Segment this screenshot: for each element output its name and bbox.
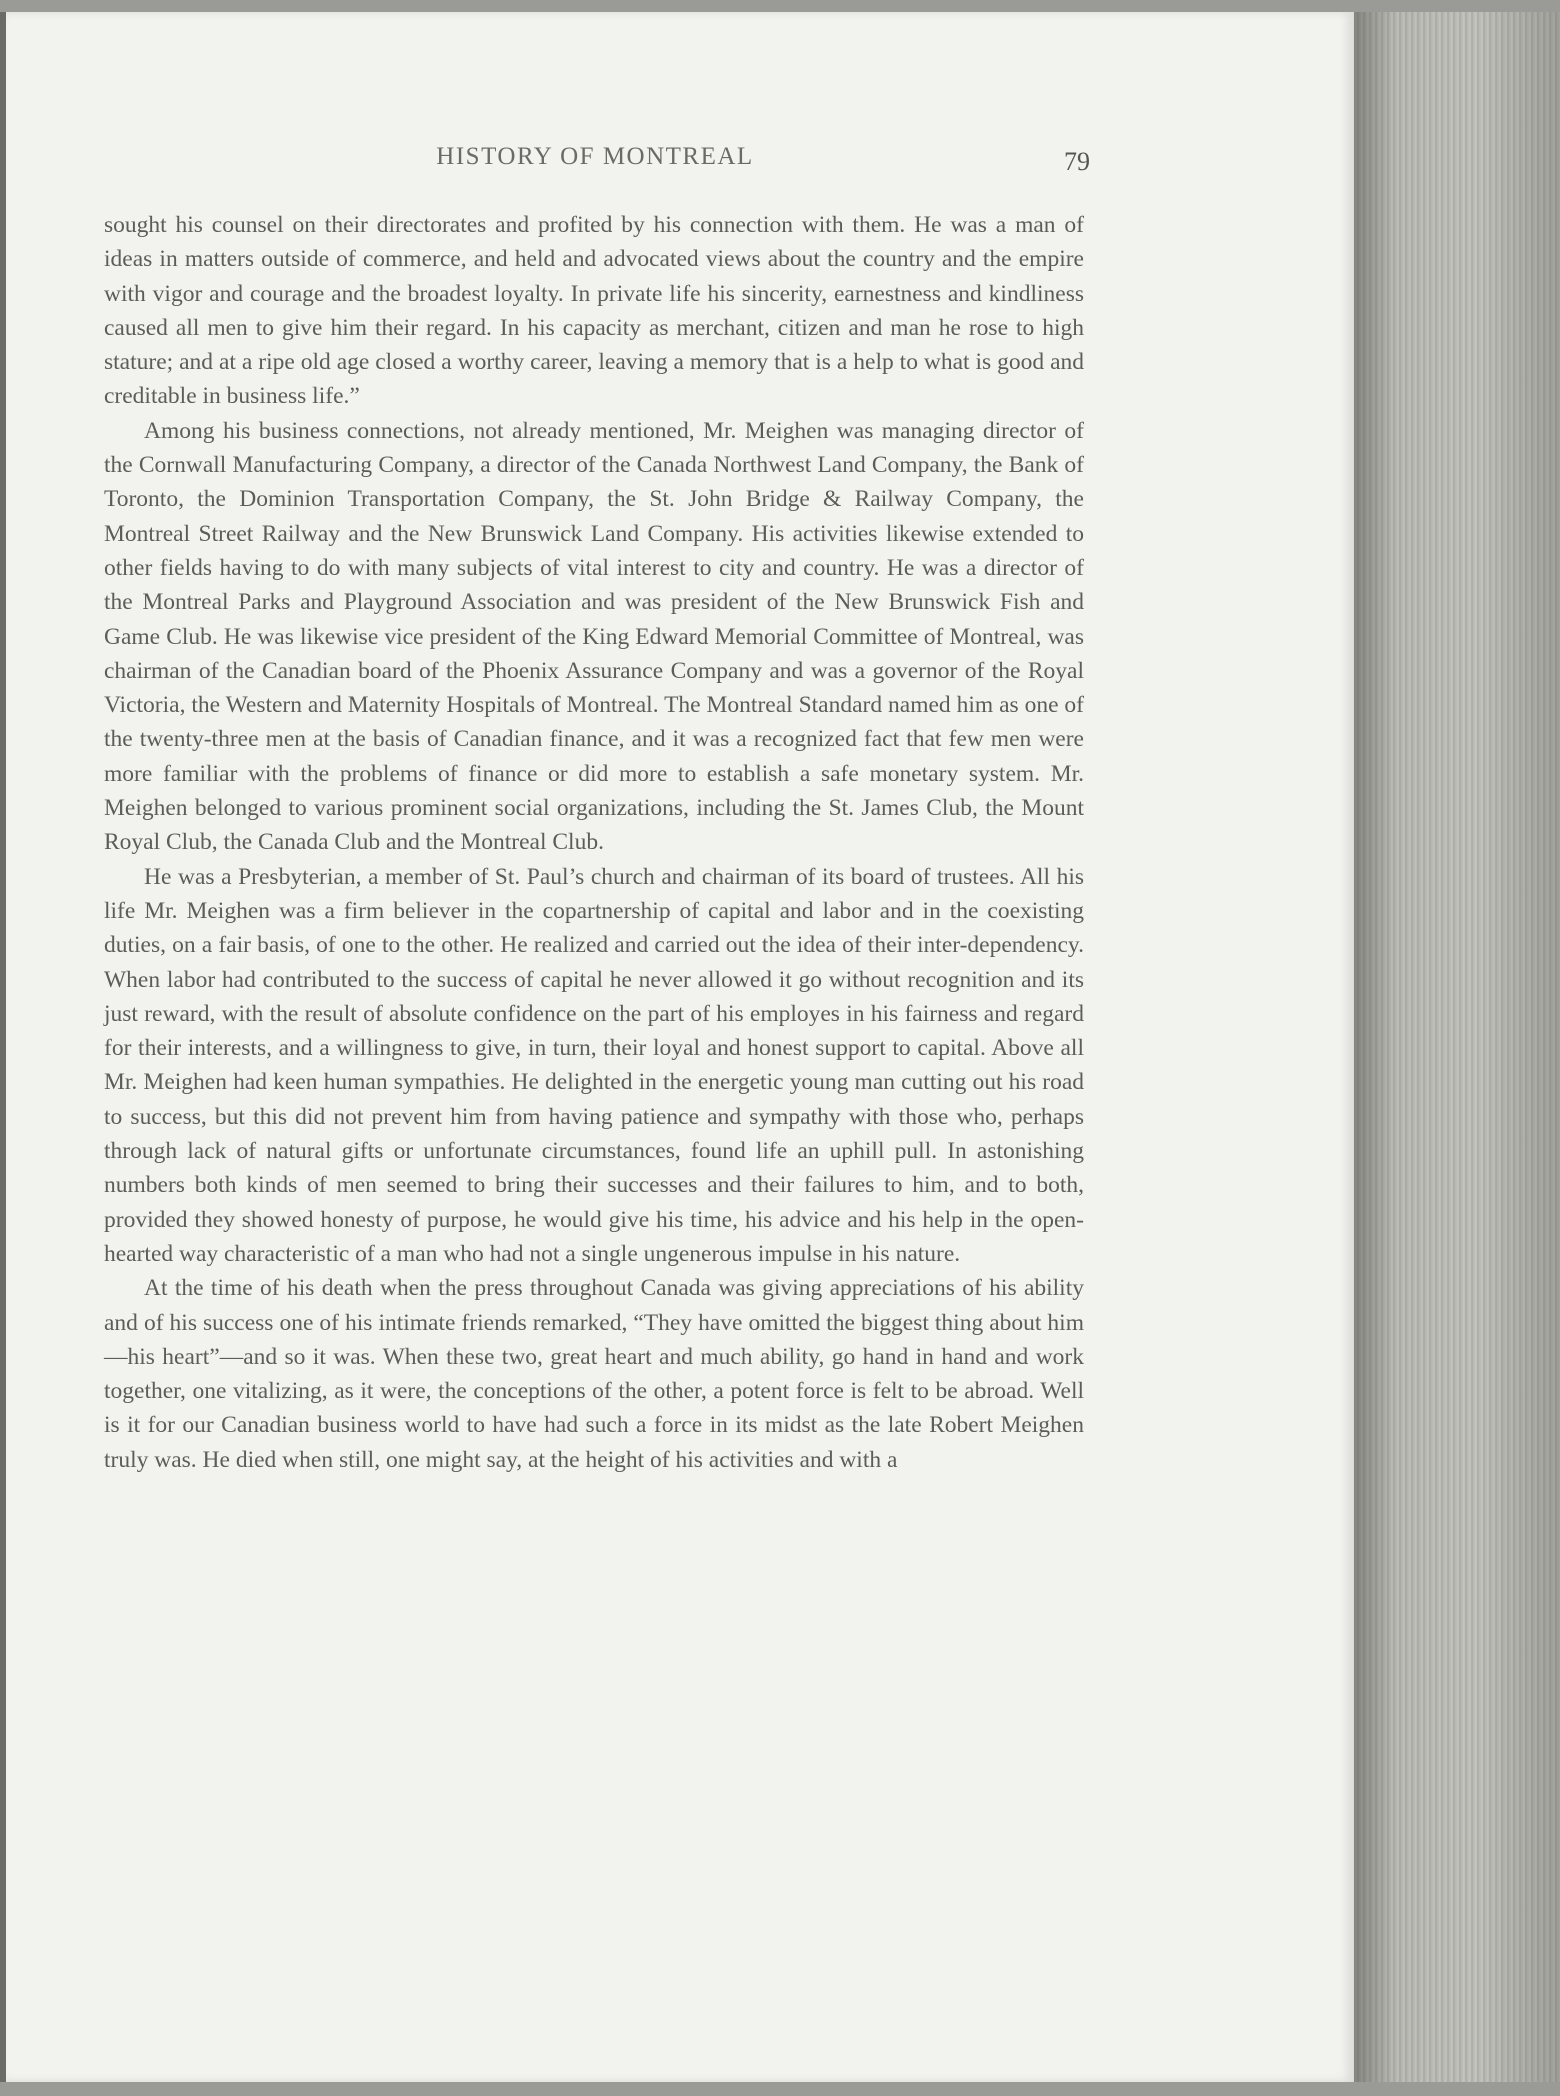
paragraph-business-connections: Among his business connections, not already mentioned, Mr. Meighen was managing director of the Cornwall Manufacturing Company, a director of the Canada Northwest Land Company, the Bank of Toronto, the Dominion Transportation Company, the St. John Bridge & Railway Company, the Montreal Street Railway and the New Brunswick Land Company. His activities likewise extended to other fields having to do with many subjects of vital interest to city and country. He was a director of the Montreal Parks and Playground Association and was president of the New Brunswick Fish and Game Club. He was likewise vice president of the King Edward Memorial Committee of Montreal, was chairman of the Canadian board of the Phoenix Assurance Company and was a governor of the Royal Victoria, the Western and Maternity Hospitals of Montreal. The Montreal Standard named him as one of the twenty-three men at the basis of Canadian finance, and it was a recognized fact that few men were more familiar with the problems of finance or did more to establish a safe monetary system. Mr. Meighen belonged to various prominent social organizations, including the St. James Club, the Mount Royal Club, the Canada Club and the Montreal Club.	[104, 417, 1084, 856]
page-number: 79	[1064, 147, 1090, 176]
paragraph-death: At the time of his death when the press throughout Canada was giving appreciations of his ability and of his success one of his intimate friends remarked, “They have omitted the biggest thing about him—his heart”—and so it was. When these two, great heart and much ability, go hand in hand and work together, one vitalizing, as it were, the conceptions of the other, a potent force is felt to be abroad. Well is it for our Canadian business world to have had such a force in its midst as the late Robert Meighen truly was. He died when still, one might say, at the height of his activities and with a	[104, 1275, 1084, 1473]
scan-top-edge	[0, 0, 1560, 12]
paragraph-continued: sought his counsel on their directorates and profited by his connection with them. He was a man of ideas in matters outside of commerce, and held and advocated views about the country and the empire with vigor and courage and the broadest loyalty. In private life his sincerity, earnestness and kindliness caused all men to give him their regard. In his capacity as merchant, citizen and man he rose to high stature; and at a ripe old age closed a worthy career, leaving a memory that is a help to what is good and creditable in business life.”	[104, 212, 1084, 410]
body-text	[104, 208, 1084, 1477]
paragraph-presbyterian: He was a Presbyterian, a member of St. Paul’s church and chairman of its board of trustees. All his life Mr. Meighen was a firm believer in the copartnership of capital and labor and in the coexisting duties, on a fair basis, of one to the other. He realized and carried out the idea of their inter-dependency. When labor had contributed to the success of capital he never allowed it go without recognition and its just reward, with the result of absolute confidence on the part of his employes in his fairness and regard for their interests, and a willingness to give, in turn, their loyal and honest support to capital. Above all Mr. Meighen had keen human sympathies. He delighted in the energetic young man cutting out his road to success, but this did not prevent him from having patience and sympathy with those who, perhaps through lack of natural gifts or unfortunate circumstances, found life an uphill pull. In astonishing numbers both kinds of men seemed to bring their successes and their failures to him, and to both, provided they showed honesty of purpose, he would give his time, his advice and his help in the open-hearted way characteristic of a man who had not a single ungenerous impulse in his nature.	[104, 863, 1084, 1267]
book-page-edges-shade	[1354, 12, 1560, 2082]
scan-bottom-edge	[0, 2082, 1560, 2096]
running-head: HISTORY OF MONTREAL	[436, 143, 754, 170]
page-header	[100, 143, 1090, 183]
